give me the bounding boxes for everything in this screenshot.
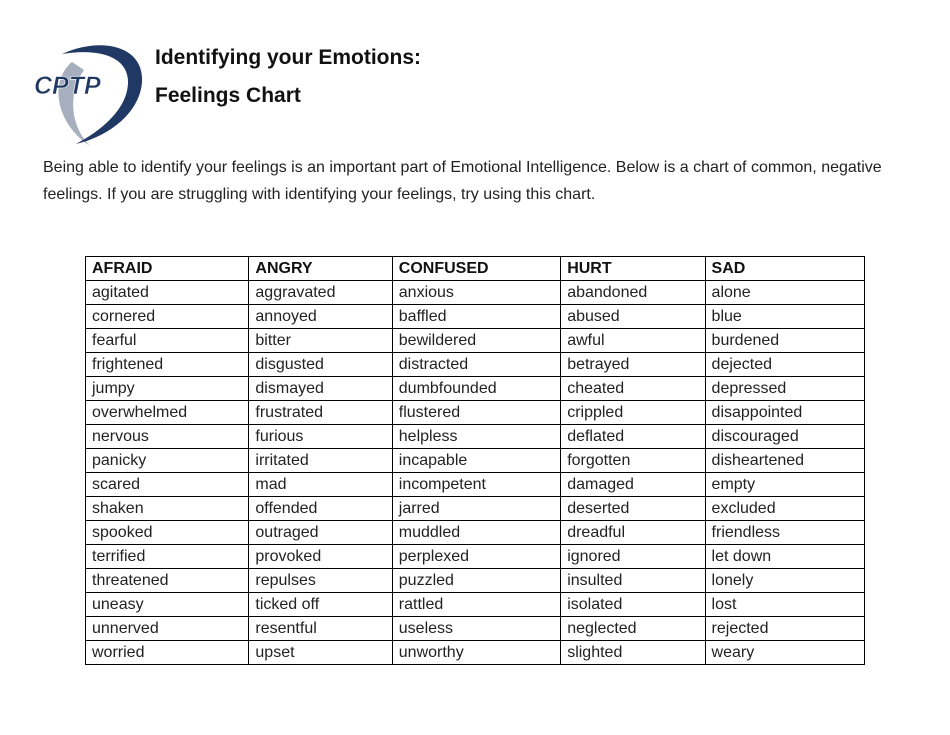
table-row bbox=[86, 617, 865, 641]
table-row bbox=[86, 329, 865, 353]
table-cell-angry: resentful bbox=[249, 617, 392, 641]
table-cell-hurt: damaged bbox=[561, 473, 705, 497]
table-row bbox=[86, 521, 865, 545]
table-cell-angry: offended bbox=[249, 497, 392, 521]
table-cell-angry: ticked off bbox=[249, 593, 392, 617]
table-cell-hurt: crippled bbox=[561, 401, 705, 425]
table-cell-angry: outraged bbox=[249, 521, 392, 545]
table-cell-confused: rattled bbox=[392, 593, 560, 617]
table-cell-confused: useless bbox=[392, 617, 560, 641]
cptp-logo bbox=[32, 40, 150, 148]
table-row bbox=[86, 353, 865, 377]
table-cell-sad: blue bbox=[705, 305, 864, 329]
feelings-table bbox=[85, 256, 865, 665]
table-cell-afraid: uneasy bbox=[86, 593, 249, 617]
table-cell-angry: mad bbox=[249, 473, 392, 497]
table-cell-afraid: jumpy bbox=[86, 377, 249, 401]
table-cell-sad: weary bbox=[705, 641, 864, 665]
table-cell-confused: anxious bbox=[392, 281, 560, 305]
table-cell-hurt: isolated bbox=[561, 593, 705, 617]
table-cell-angry: irritated bbox=[249, 449, 392, 473]
table-cell-hurt: abused bbox=[561, 305, 705, 329]
table-cell-confused: helpless bbox=[392, 425, 560, 449]
table-cell-confused: jarred bbox=[392, 497, 560, 521]
table-cell-hurt: awful bbox=[561, 329, 705, 353]
table-cell-sad: friendless bbox=[705, 521, 864, 545]
table-cell-afraid: nervous bbox=[86, 425, 249, 449]
table-cell-hurt: deflated bbox=[561, 425, 705, 449]
table-row bbox=[86, 425, 865, 449]
table-cell-afraid: fearful bbox=[86, 329, 249, 353]
table-cell-confused: puzzled bbox=[392, 569, 560, 593]
table-cell-hurt: deserted bbox=[561, 497, 705, 521]
table-cell-afraid: agitated bbox=[86, 281, 249, 305]
page-subtitle: Feelings Chart bbox=[155, 84, 301, 107]
table-cell-afraid: panicky bbox=[86, 449, 249, 473]
table-cell-sad: excluded bbox=[705, 497, 864, 521]
table-cell-angry: frustrated bbox=[249, 401, 392, 425]
table-cell-hurt: ignored bbox=[561, 545, 705, 569]
table-cell-confused: baffled bbox=[392, 305, 560, 329]
table-row bbox=[86, 449, 865, 473]
table-cell-hurt: slighted bbox=[561, 641, 705, 665]
table-cell-sad: discouraged bbox=[705, 425, 864, 449]
table-cell-afraid: overwhelmed bbox=[86, 401, 249, 425]
page-title: Identifying your Emotions: bbox=[155, 46, 421, 69]
table-row bbox=[86, 281, 865, 305]
table-cell-afraid: scared bbox=[86, 473, 249, 497]
column-header-confused: CONFUSED bbox=[392, 257, 560, 281]
table-cell-afraid: terrified bbox=[86, 545, 249, 569]
table-row bbox=[86, 641, 865, 665]
table-cell-confused: incapable bbox=[392, 449, 560, 473]
table-cell-angry: repulses bbox=[249, 569, 392, 593]
table-row bbox=[86, 497, 865, 521]
table-cell-sad: rejected bbox=[705, 617, 864, 641]
table-cell-sad: lost bbox=[705, 593, 864, 617]
intro-paragraph: Being able to identify your feelings is an important part of Emotional Intelligence. Below is a chart of common, negative feelings. If you are struggling with identifying your feelings, try using this chart. bbox=[43, 159, 882, 203]
column-header-sad: SAD bbox=[705, 257, 864, 281]
table-cell-angry: provoked bbox=[249, 545, 392, 569]
table-cell-sad: let down bbox=[705, 545, 864, 569]
table-cell-confused: unworthy bbox=[392, 641, 560, 665]
column-header-angry: ANGRY bbox=[249, 257, 392, 281]
logo-text: CPTP bbox=[34, 72, 101, 100]
table-cell-hurt: cheated bbox=[561, 377, 705, 401]
table-cell-hurt: abandoned bbox=[561, 281, 705, 305]
table-cell-sad: depressed bbox=[705, 377, 864, 401]
table-cell-angry: bitter bbox=[249, 329, 392, 353]
table-cell-afraid: cornered bbox=[86, 305, 249, 329]
table-cell-angry: aggravated bbox=[249, 281, 392, 305]
table-cell-angry: furious bbox=[249, 425, 392, 449]
table-cell-angry: annoyed bbox=[249, 305, 392, 329]
table-cell-angry: upset bbox=[249, 641, 392, 665]
table-cell-confused: perplexed bbox=[392, 545, 560, 569]
table-row bbox=[86, 545, 865, 569]
table-row bbox=[86, 593, 865, 617]
table-header-row bbox=[86, 257, 865, 281]
table-cell-sad: dejected bbox=[705, 353, 864, 377]
table-cell-confused: distracted bbox=[392, 353, 560, 377]
table-cell-sad: disappointed bbox=[705, 401, 864, 425]
table-cell-hurt: betrayed bbox=[561, 353, 705, 377]
table-cell-hurt: insulted bbox=[561, 569, 705, 593]
table-cell-hurt: neglected bbox=[561, 617, 705, 641]
table-row bbox=[86, 305, 865, 329]
table-cell-angry: disgusted bbox=[249, 353, 392, 377]
table-cell-confused: flustered bbox=[392, 401, 560, 425]
table-cell-confused: incompetent bbox=[392, 473, 560, 497]
table-cell-afraid: frightened bbox=[86, 353, 249, 377]
table-row bbox=[86, 473, 865, 497]
table-cell-afraid: unnerved bbox=[86, 617, 249, 641]
table-row bbox=[86, 377, 865, 401]
table-cell-sad: disheartened bbox=[705, 449, 864, 473]
table-cell-afraid: shaken bbox=[86, 497, 249, 521]
column-header-afraid: AFRAID bbox=[86, 257, 249, 281]
table-cell-afraid: worried bbox=[86, 641, 249, 665]
table-cell-afraid: spooked bbox=[86, 521, 249, 545]
table-cell-sad: lonely bbox=[705, 569, 864, 593]
table-cell-confused: dumbfounded bbox=[392, 377, 560, 401]
table-cell-confused: muddled bbox=[392, 521, 560, 545]
table-cell-hurt: forgotten bbox=[561, 449, 705, 473]
table-cell-sad: alone bbox=[705, 281, 864, 305]
table-cell-angry: dismayed bbox=[249, 377, 392, 401]
column-header-hurt: HURT bbox=[561, 257, 705, 281]
table-cell-afraid: threatened bbox=[86, 569, 249, 593]
table-row bbox=[86, 401, 865, 425]
table-cell-sad: burdened bbox=[705, 329, 864, 353]
table-cell-hurt: dreadful bbox=[561, 521, 705, 545]
table-row bbox=[86, 569, 865, 593]
table-cell-sad: empty bbox=[705, 473, 864, 497]
table-body bbox=[86, 281, 865, 665]
table-cell-confused: bewildered bbox=[392, 329, 560, 353]
